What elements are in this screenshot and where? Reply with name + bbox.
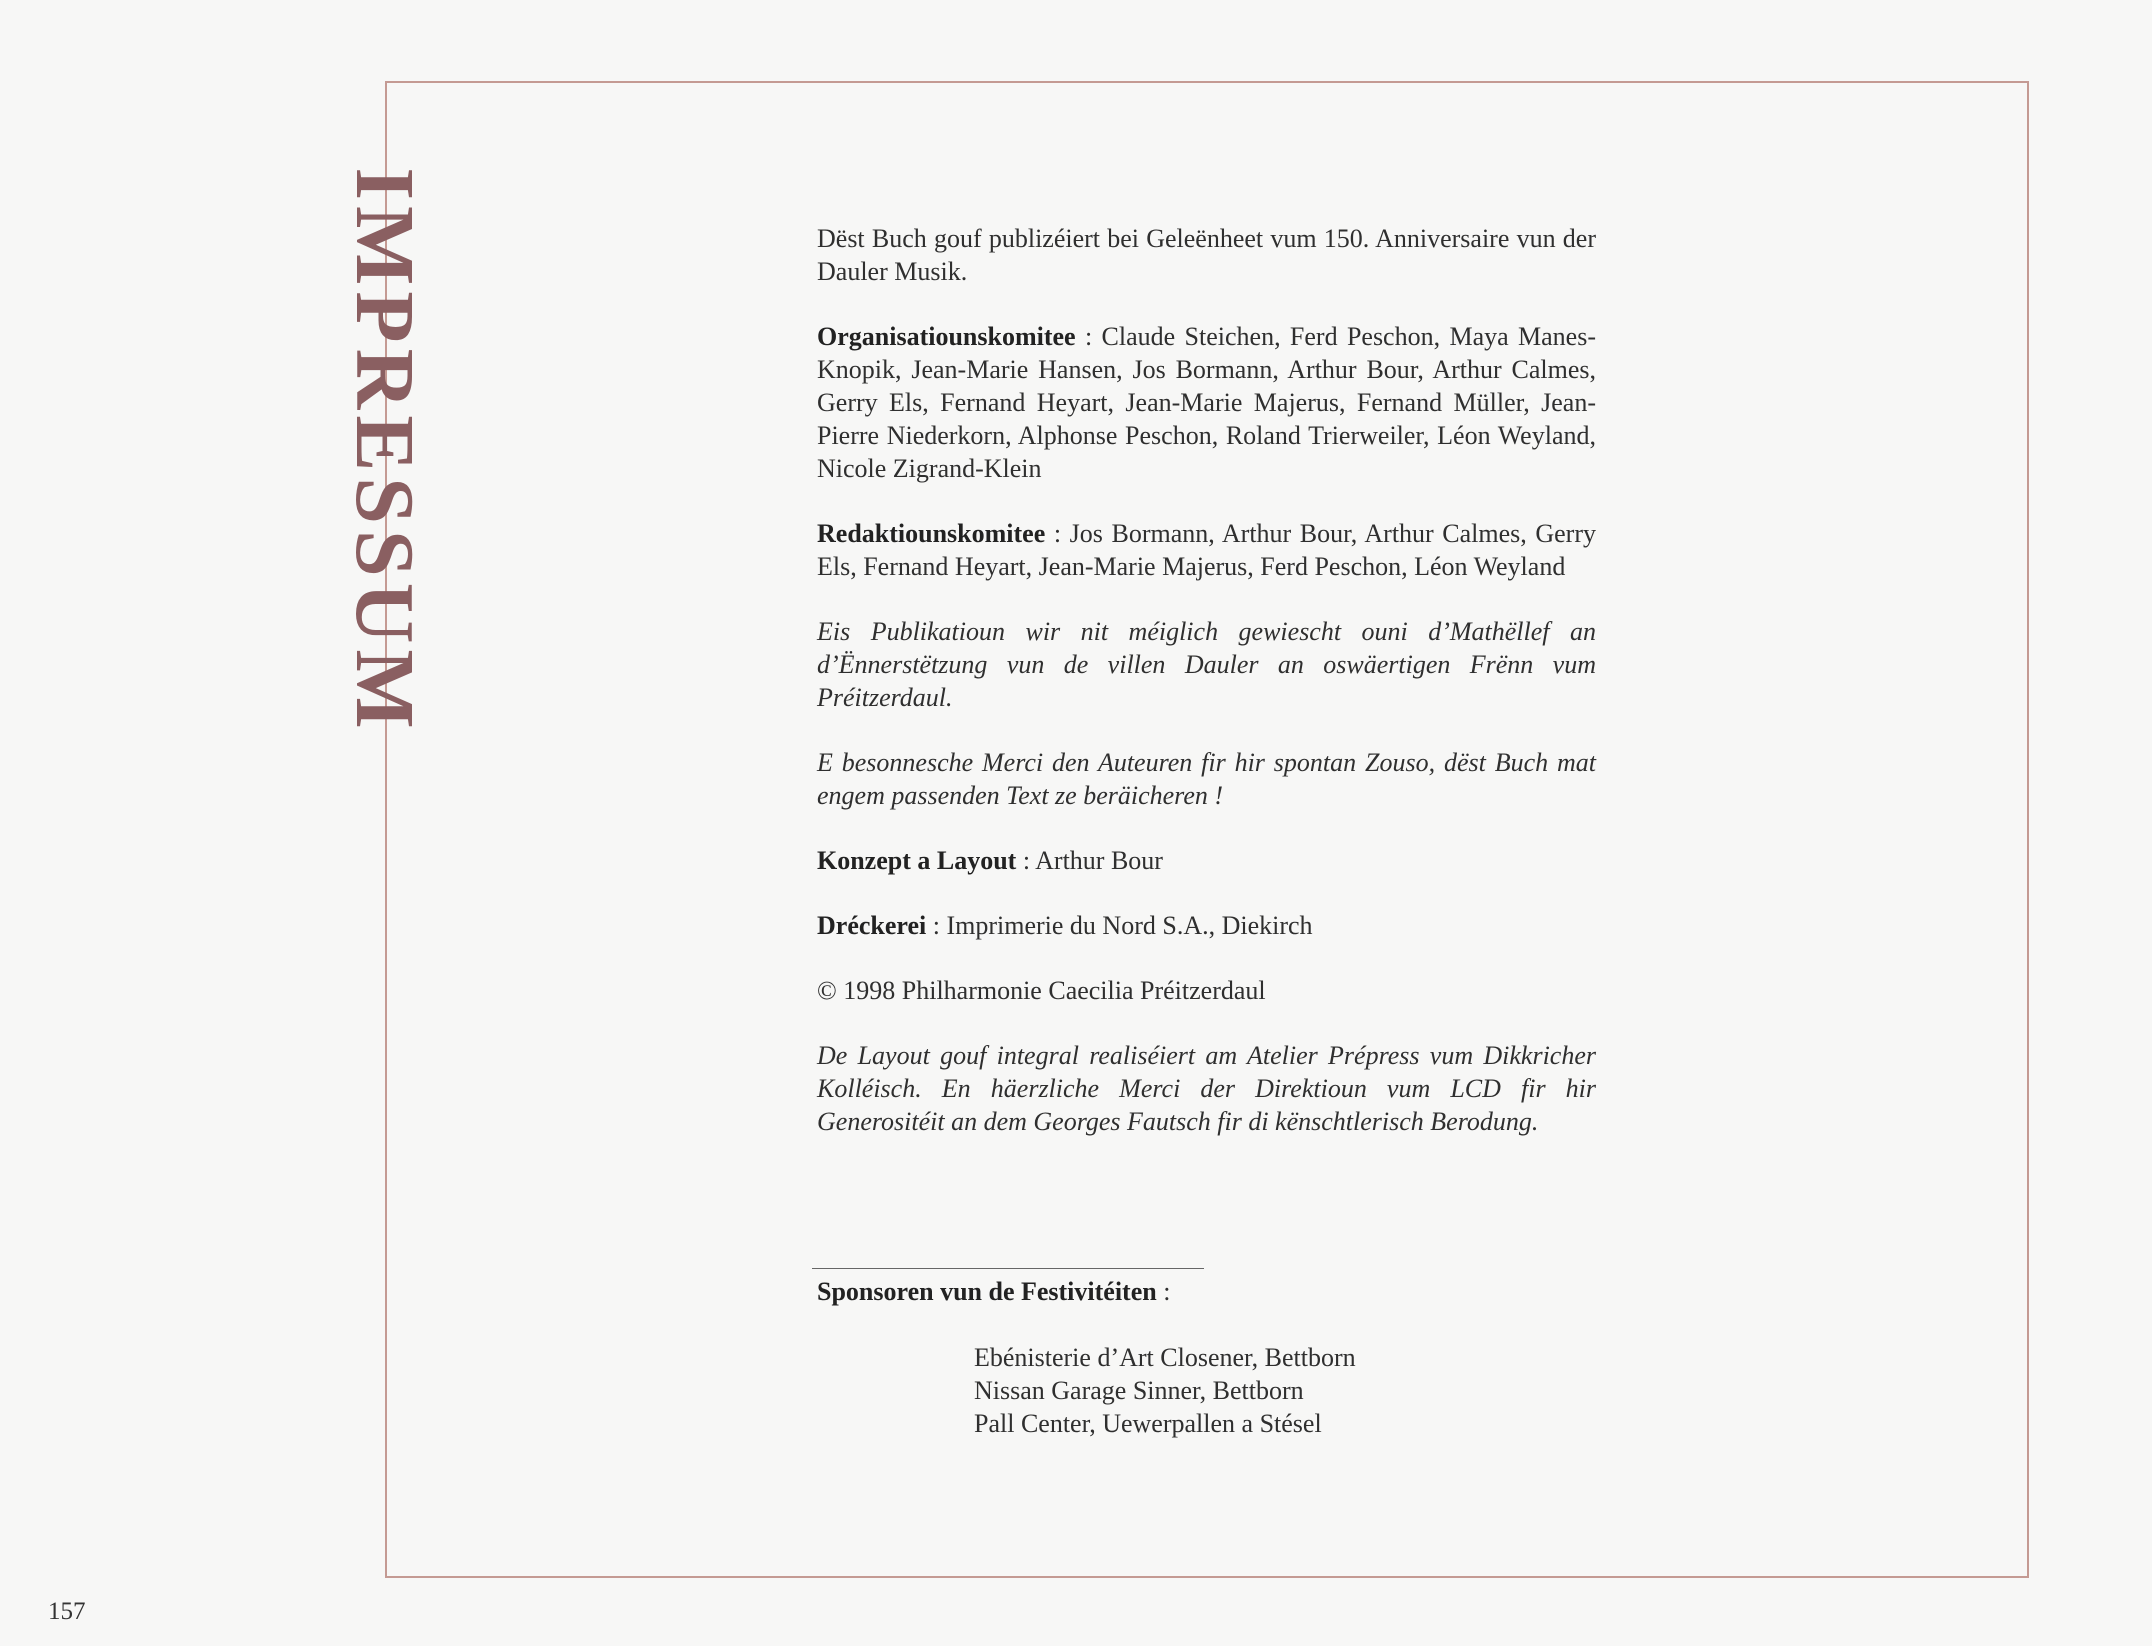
redaktioun-paragraph (817, 517, 1596, 583)
dreckerei-value: Imprimerie du Nord S.A., Diekirch (946, 911, 1313, 940)
organisation-paragraph (817, 320, 1596, 485)
sponsor-heading (817, 1275, 1170, 1308)
layout-note-paragraph: De Layout gouf integral realiséiert am Atelier Prépress vum Dikkricher Kolléisch. En häerzliche Merci der Direktioun vum LCD fir hir Generositéit an dem Georges Fautsch fir di kënschtlerisch Berodung. (817, 1041, 1596, 1136)
copyright-line: © 1998 Philharmonie Caecilia Préitzerdaul (817, 976, 1266, 1005)
redaktioun-names: Jos Bormann, Arthur Bour, Arthur Calmes, Gerry Els, Fernand Heyart, Jean-Marie Majerus, Ferd Peschon, Léon Weyland (817, 519, 1597, 581)
thanks-paragraph-2: E besonnesche Merci den Auteuren fir hir spontan Zouso, dëst Buch mat engem passenden Text ze beräicheren ! (817, 748, 1596, 810)
intro-paragraph: Dëst Buch gouf publizéiert bei Geleënheet vum 150. Anniversaire vun der Dauler Musik. (817, 224, 1596, 286)
dreckerei-paragraph (817, 909, 1596, 942)
page-number: 157 (48, 1598, 86, 1625)
dreckerei-sep: : (926, 911, 947, 940)
organisation-names: Claude Steichen, Ferd Peschon, Maya Manes-Knopik, Jean-Marie Hansen, Jos Bormann, Arthur Bour, Arthur Calmes, Gerry Els, Fernand Heyart, Jean-Marie Majerus, Fernand Müller, Jean-Pierre Niederkorn, Alphonse Peschon, Roland Trierweiler, Léon Weyland, Nicole Zigrand-Klein (817, 322, 1596, 483)
sponsor-item: Ebénisterie d’Art Closener, Bettborn (974, 1343, 1356, 1372)
konzept-paragraph (817, 844, 1596, 877)
redaktioun-sep: : (1045, 519, 1070, 548)
thanks-paragraph-1: Eis Publikatioun wir nit méiglich gewiescht ouni d’Mathëllef an d’Ënnerstëtzung vun de villen Dauler an oswäertigen Frënn vum Préitzerdaul. (817, 617, 1596, 712)
organisation-label: Organisatiounskomitee (817, 322, 1076, 351)
impressum-content (817, 222, 1596, 1170)
sponsor-label: Sponsoren vun de Festivitéiten (817, 1277, 1157, 1306)
sponsor-separator-line (812, 1268, 1204, 1269)
sponsor-list (974, 1341, 1356, 1440)
konzept-label: Konzept a Layout (817, 846, 1017, 875)
dreckerei-label: Dréckerei (817, 911, 927, 940)
impressum-title-vertical (336, 86, 432, 816)
sponsor-item: Pall Center, Uewerpallen a Stésel (974, 1409, 1322, 1438)
sponsor-item: Nissan Garage Sinner, Bettborn (974, 1376, 1304, 1405)
konzept-sep: : (1016, 846, 1036, 875)
konzept-value: Arthur Bour (1035, 846, 1163, 875)
organisation-sep: : (1075, 322, 1102, 351)
impressum-title: IMPRESSUM (338, 167, 431, 735)
sponsor-sep: : (1156, 1277, 1171, 1306)
redaktioun-label: Redaktiounskomitee (817, 519, 1046, 548)
